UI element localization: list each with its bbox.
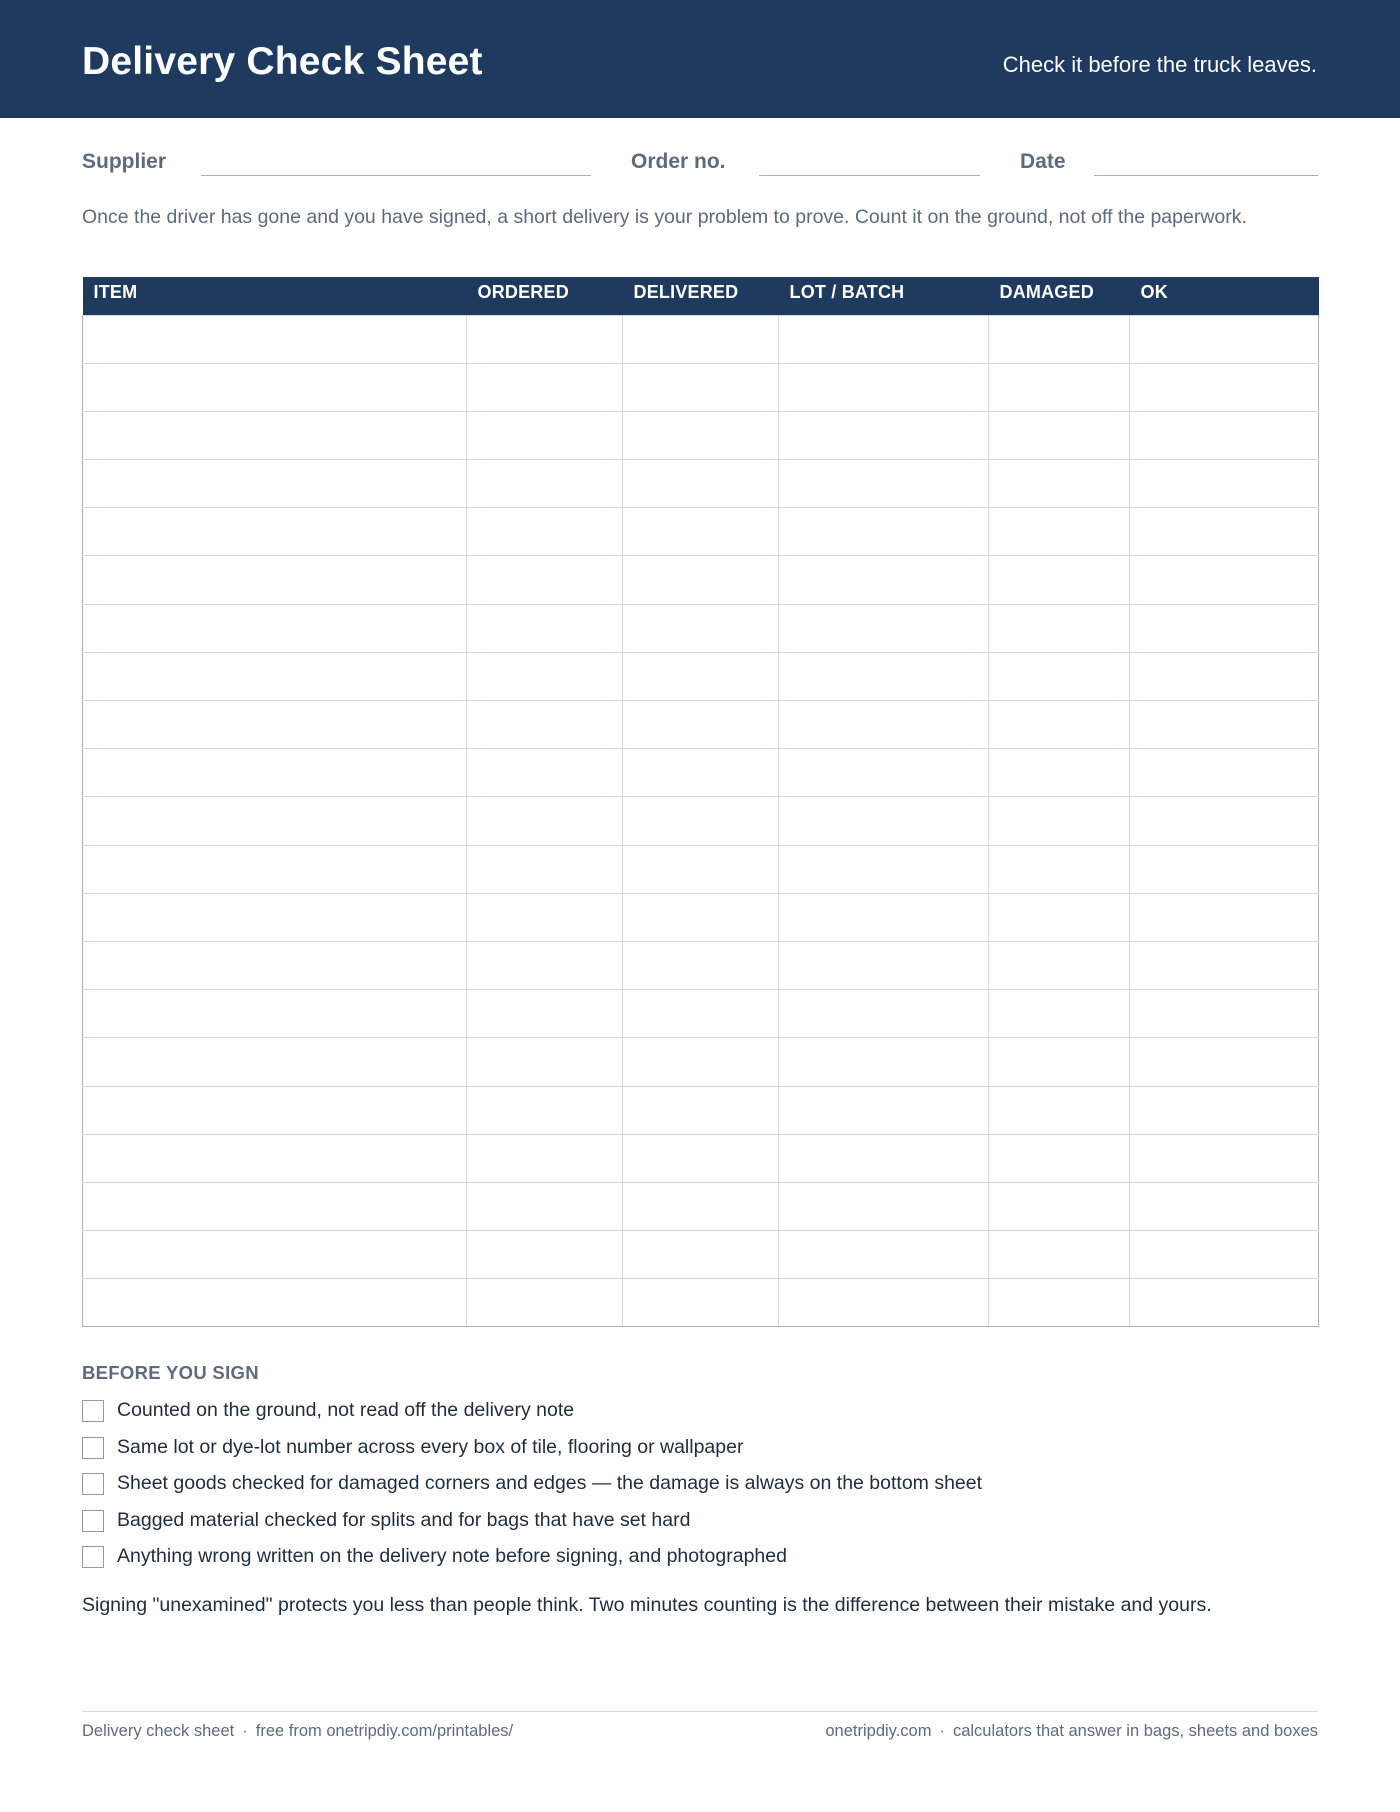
- column-header-damaged: DAMAGED: [989, 277, 1130, 315]
- checklist-item: [82, 1470, 1318, 1507]
- cell-ordered[interactable]: [467, 749, 623, 797]
- cell-lot-batch[interactable]: [779, 363, 989, 411]
- cell-lot-batch[interactable]: [779, 556, 989, 604]
- cell-ordered[interactable]: [467, 604, 623, 652]
- cell-ordered[interactable]: [467, 797, 623, 845]
- cell-item[interactable]: [83, 363, 467, 411]
- checklist-item: [82, 1507, 1318, 1544]
- cell-lot-batch[interactable]: [779, 508, 989, 556]
- intro-text: Once the driver has gone and you have signed, a short delivery is your problem to prove. Count it on the ground, not off the paperwork.: [82, 206, 1247, 228]
- cell-damaged[interactable]: [989, 701, 1130, 749]
- footer-site-link[interactable]: onetripdiy.com: [825, 1722, 932, 1740]
- cell-damaged[interactable]: [989, 1086, 1130, 1134]
- checklist-item-text: Same lot or dye-lot number across every box of tile, flooring or wallpaper: [117, 1435, 744, 1458]
- cell-damaged[interactable]: [989, 1038, 1130, 1086]
- cell-damaged[interactable]: [989, 411, 1130, 459]
- cell-ok[interactable]: [1130, 652, 1319, 700]
- cell-item[interactable]: [83, 1086, 467, 1134]
- cell-ok[interactable]: [1130, 893, 1319, 941]
- cell-ordered[interactable]: [467, 1279, 623, 1327]
- cell-ok[interactable]: [1130, 1086, 1319, 1134]
- footer-separator: ·: [939, 1722, 945, 1740]
- footer-right: [825, 1722, 1318, 1741]
- cell-delivered[interactable]: [623, 460, 779, 508]
- cell-lot-batch[interactable]: [779, 893, 989, 941]
- cell-delivered[interactable]: [623, 893, 779, 941]
- cell-ordered[interactable]: [467, 556, 623, 604]
- cell-lot-batch[interactable]: [779, 941, 989, 989]
- footer-title: Delivery check sheet: [82, 1722, 235, 1740]
- footer-site-tagline: calculators that answer in bags, sheets and boxes: [952, 1722, 1318, 1740]
- cell-ok[interactable]: [1130, 508, 1319, 556]
- cell-lot-batch[interactable]: [779, 1038, 989, 1086]
- page-tagline: Check it before the truck leaves.: [1002, 52, 1317, 77]
- cell-delivered[interactable]: [623, 749, 779, 797]
- cell-delivered[interactable]: [623, 508, 779, 556]
- cell-item[interactable]: [83, 460, 467, 508]
- cell-ok[interactable]: [1130, 556, 1319, 604]
- cell-damaged[interactable]: [989, 315, 1130, 363]
- checklist-heading: BEFORE YOU SIGN: [82, 1362, 259, 1383]
- cell-ordered[interactable]: [467, 460, 623, 508]
- cell-ordered[interactable]: [467, 411, 623, 459]
- cell-lot-batch[interactable]: [779, 652, 989, 700]
- cell-ok[interactable]: [1130, 604, 1319, 652]
- table-row: [83, 941, 1319, 989]
- page-header: [0, 0, 1400, 118]
- checklist-item: [82, 1543, 1318, 1580]
- cell-damaged[interactable]: [989, 1134, 1130, 1182]
- cell-lot-batch[interactable]: [779, 990, 989, 1038]
- footer-left: [82, 1722, 513, 1741]
- checkbox[interactable]: [82, 1473, 104, 1495]
- column-header-item: ITEM: [83, 277, 467, 315]
- table-row: [83, 1086, 1319, 1134]
- cell-item[interactable]: [83, 411, 467, 459]
- closing-text: Signing "unexamined" protects you less than people think. Two minutes counting is the difference between their mistake and yours.: [82, 1594, 1212, 1616]
- cell-delivered[interactable]: [623, 941, 779, 989]
- cell-delivered[interactable]: [623, 652, 779, 700]
- page-title: Delivery Check Sheet: [82, 40, 483, 83]
- cell-ordered[interactable]: [467, 652, 623, 700]
- checklist-item-text: Sheet goods checked for damaged corners and edges — the damage is always on the bottom sheet: [117, 1472, 983, 1494]
- cell-lot-batch[interactable]: [779, 1086, 989, 1134]
- cell-lot-batch[interactable]: [779, 749, 989, 797]
- table-row: [83, 1134, 1319, 1182]
- cell-item[interactable]: [83, 1279, 467, 1327]
- date-label: Date: [1020, 150, 1066, 173]
- cell-lot-batch[interactable]: [779, 845, 989, 893]
- table-row: [83, 556, 1319, 604]
- checklist: [82, 1397, 1318, 1580]
- cell-ok[interactable]: [1130, 701, 1319, 749]
- cell-lot-batch[interactable]: [779, 604, 989, 652]
- cell-lot-batch[interactable]: [779, 797, 989, 845]
- cell-damaged[interactable]: [989, 652, 1130, 700]
- column-header-ok: OK: [1130, 277, 1319, 315]
- cell-item[interactable]: [83, 941, 467, 989]
- cell-item[interactable]: [83, 1182, 467, 1230]
- cell-delivered[interactable]: [623, 315, 779, 363]
- table-row: [83, 363, 1319, 411]
- cell-ok[interactable]: [1130, 1134, 1319, 1182]
- cell-item[interactable]: [83, 1038, 467, 1086]
- cell-lot-batch[interactable]: [779, 315, 989, 363]
- cell-damaged[interactable]: [989, 941, 1130, 989]
- cell-delivered[interactable]: [623, 1134, 779, 1182]
- cell-damaged[interactable]: [989, 1279, 1130, 1327]
- table-row: [83, 990, 1319, 1038]
- cell-lot-batch[interactable]: [779, 1231, 989, 1279]
- table-row: [83, 797, 1319, 845]
- cell-item[interactable]: [83, 315, 467, 363]
- order-number-field[interactable]: [759, 175, 980, 176]
- cell-damaged[interactable]: [989, 893, 1130, 941]
- cell-item[interactable]: [83, 893, 467, 941]
- table-row: [83, 1182, 1319, 1230]
- cell-ok[interactable]: [1130, 363, 1319, 411]
- cell-delivered[interactable]: [623, 797, 779, 845]
- cell-ordered[interactable]: [467, 363, 623, 411]
- cell-damaged[interactable]: [989, 845, 1130, 893]
- cell-delivered[interactable]: [623, 1038, 779, 1086]
- table-row: [83, 460, 1319, 508]
- cell-item[interactable]: [83, 1134, 467, 1182]
- table-row: [83, 411, 1319, 459]
- cell-ok[interactable]: [1130, 1182, 1319, 1230]
- supplier-label: Supplier: [82, 150, 167, 173]
- cell-damaged[interactable]: [989, 1231, 1130, 1279]
- cell-damaged[interactable]: [989, 556, 1130, 604]
- checkbox[interactable]: [82, 1437, 104, 1459]
- cell-item[interactable]: [83, 701, 467, 749]
- cell-item[interactable]: [83, 556, 467, 604]
- table-row: [83, 508, 1319, 556]
- cell-lot-batch[interactable]: [779, 411, 989, 459]
- cell-item[interactable]: [83, 990, 467, 1038]
- cell-ok[interactable]: [1130, 1279, 1319, 1327]
- cell-delivered[interactable]: [623, 1279, 779, 1327]
- cell-damaged[interactable]: [989, 749, 1130, 797]
- cell-ok[interactable]: [1130, 990, 1319, 1038]
- cell-lot-batch[interactable]: [779, 1279, 989, 1327]
- checklist-item-text: Bagged material checked for splits and for bags that have set hard: [117, 1508, 691, 1531]
- cell-damaged[interactable]: [989, 460, 1130, 508]
- table-row: [83, 315, 1319, 363]
- cell-item[interactable]: [83, 1231, 467, 1279]
- cell-ok[interactable]: [1130, 941, 1319, 989]
- cell-item[interactable]: [83, 749, 467, 797]
- cell-ok[interactable]: [1130, 1038, 1319, 1086]
- cell-ordered[interactable]: [467, 1038, 623, 1086]
- checklist-item-text: Counted on the ground, not read off the delivery note: [117, 1399, 575, 1421]
- cell-ordered[interactable]: [467, 893, 623, 941]
- table-row: [83, 749, 1319, 797]
- cell-damaged[interactable]: [989, 363, 1130, 411]
- table-header-row: [83, 277, 1319, 315]
- delivery-table: [82, 277, 1319, 1327]
- cell-delivered[interactable]: [623, 604, 779, 652]
- cell-delivered[interactable]: [623, 701, 779, 749]
- cell-ordered[interactable]: [467, 990, 623, 1038]
- cell-delivered[interactable]: [623, 1182, 779, 1230]
- cell-delivered[interactable]: [623, 1086, 779, 1134]
- cell-ok[interactable]: [1130, 749, 1319, 797]
- order-number-label: Order no.: [631, 150, 726, 173]
- footer-divider: [82, 1711, 1318, 1712]
- table-row: [83, 893, 1319, 941]
- cell-delivered[interactable]: [623, 556, 779, 604]
- cell-damaged[interactable]: [989, 1182, 1130, 1230]
- checklist-item-text: Anything wrong written on the delivery note before signing, and photographed: [117, 1545, 787, 1567]
- cell-item[interactable]: [83, 845, 467, 893]
- footer-printables-link[interactable]: free from onetripdiy.com/printables/: [255, 1722, 514, 1740]
- cell-ok[interactable]: [1130, 315, 1319, 363]
- cell-lot-batch[interactable]: [779, 701, 989, 749]
- cell-item[interactable]: [83, 652, 467, 700]
- checklist-item: [82, 1434, 1318, 1471]
- cell-delivered[interactable]: [623, 845, 779, 893]
- cell-lot-batch[interactable]: [779, 1182, 989, 1230]
- cell-ordered[interactable]: [467, 1182, 623, 1230]
- date-field[interactable]: [1094, 175, 1318, 176]
- checkbox[interactable]: [82, 1510, 104, 1532]
- supplier-field[interactable]: [201, 175, 591, 176]
- cell-lot-batch[interactable]: [779, 460, 989, 508]
- order-fields: [82, 144, 1318, 180]
- footer-separator: ·: [242, 1722, 248, 1740]
- table-row: [83, 701, 1319, 749]
- cell-ok[interactable]: [1130, 460, 1319, 508]
- cell-delivered[interactable]: [623, 363, 779, 411]
- table-row: [83, 1038, 1319, 1086]
- cell-damaged[interactable]: [989, 797, 1130, 845]
- table-row: [83, 1231, 1319, 1279]
- cell-delivered[interactable]: [623, 990, 779, 1038]
- cell-ok[interactable]: [1130, 1231, 1319, 1279]
- checkbox[interactable]: [82, 1546, 104, 1568]
- table-row: [83, 1279, 1319, 1327]
- table-row: [83, 604, 1319, 652]
- cell-item[interactable]: [83, 508, 467, 556]
- cell-ordered[interactable]: [467, 1231, 623, 1279]
- checklist-item: [82, 1397, 1318, 1434]
- cell-lot-batch[interactable]: [779, 1134, 989, 1182]
- cell-delivered[interactable]: [623, 411, 779, 459]
- column-header-ordered: ORDERED: [467, 277, 623, 315]
- cell-ordered[interactable]: [467, 701, 623, 749]
- table-row: [83, 845, 1319, 893]
- cell-ok[interactable]: [1130, 411, 1319, 459]
- cell-damaged[interactable]: [989, 604, 1130, 652]
- cell-item[interactable]: [83, 604, 467, 652]
- column-header-lot-batch: LOT / BATCH: [779, 277, 989, 315]
- cell-delivered[interactable]: [623, 1231, 779, 1279]
- cell-ordered[interactable]: [467, 315, 623, 363]
- checkbox[interactable]: [82, 1400, 104, 1422]
- cell-item[interactable]: [83, 797, 467, 845]
- cell-ok[interactable]: [1130, 797, 1319, 845]
- cell-ordered[interactable]: [467, 941, 623, 989]
- cell-damaged[interactable]: [989, 990, 1130, 1038]
- cell-ok[interactable]: [1130, 845, 1319, 893]
- column-header-delivered: DELIVERED: [623, 277, 779, 315]
- cell-damaged[interactable]: [989, 508, 1130, 556]
- cell-ordered[interactable]: [467, 845, 623, 893]
- cell-ordered[interactable]: [467, 508, 623, 556]
- cell-ordered[interactable]: [467, 1134, 623, 1182]
- cell-ordered[interactable]: [467, 1086, 623, 1134]
- table-row: [83, 652, 1319, 700]
